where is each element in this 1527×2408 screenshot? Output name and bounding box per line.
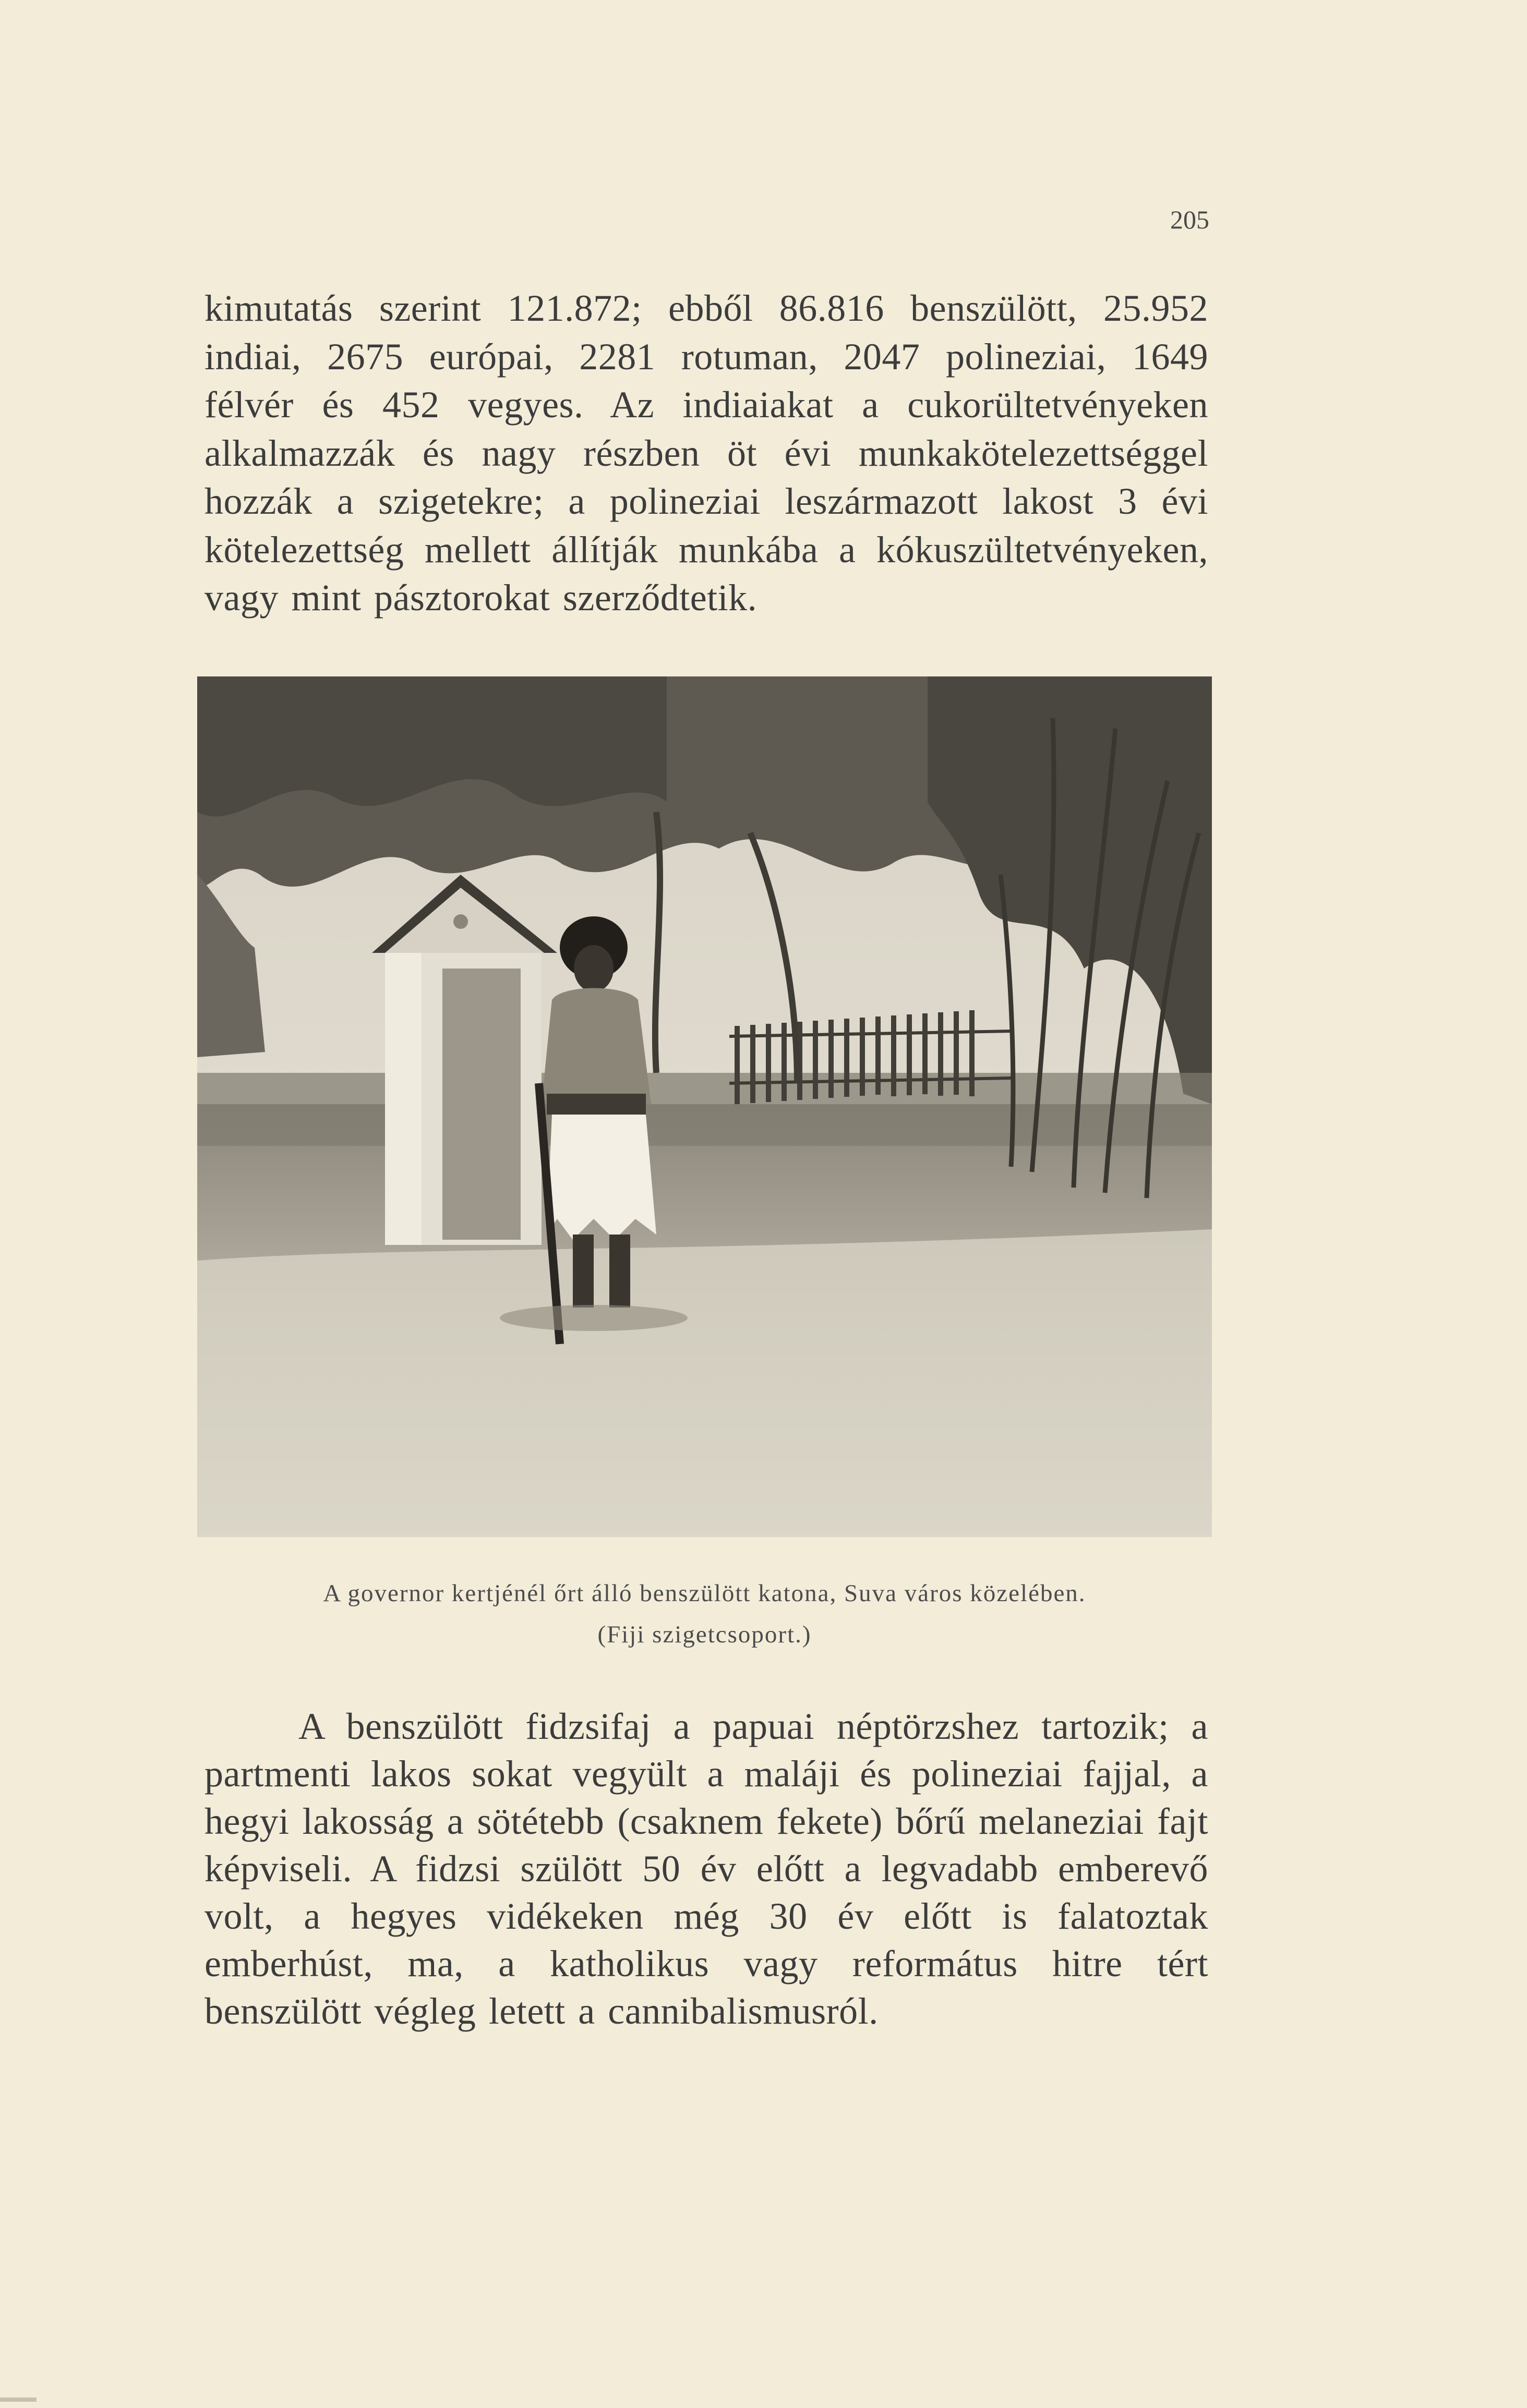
photo-caption-line-2: (Fiji szigetcsoport.) [597,1621,812,1648]
body-paragraph-1: kimutatás szerint 121.872; ebből 86.816 benszülött, 25.952 indiai, 2675 európai, 2281 rotuman, 2047 polineziai, 1649 félvér és 452 vegyes. Az indiaiakat a cukorültetvényeken alkalmazzák és nagy részben öt évi munkakötelezettséggel hozzák a szigetekre; a polineziai leszármazott lakost 3 évi kötelezettség mellett állítják munkába a kókuszültetvényeken, vagy mint pásztorokat szerződtetik. [205,287,1208,619]
photo-caption-line-1: A governor kertjénél őrt álló benszülött katona, Suva város közelében. [323,1580,1086,1607]
scan-corner-mark [0,2398,37,2402]
page-number: 205 [1170,205,1209,234]
body-paragraph-2: A benszülött fidzsifaj a papuai néptörzshez tartozik; a partmenti lakos sokat vegyült a maláji és polineziai fajjal, a hegyi lakosság a sötétebb (csaknem fekete) bőrű melaneziai fajt képviseli. A fidzsi szülött 50 év előtt a legvadabb emberevő volt, a hegyes vidékeken még 30 év előtt is falatoztak emberhúst, ma, a katholikus vagy református hitre tért benszülött végleg letett a cannibalismusról. [205,1705,1208,2032]
photograph [197,676,1212,1537]
